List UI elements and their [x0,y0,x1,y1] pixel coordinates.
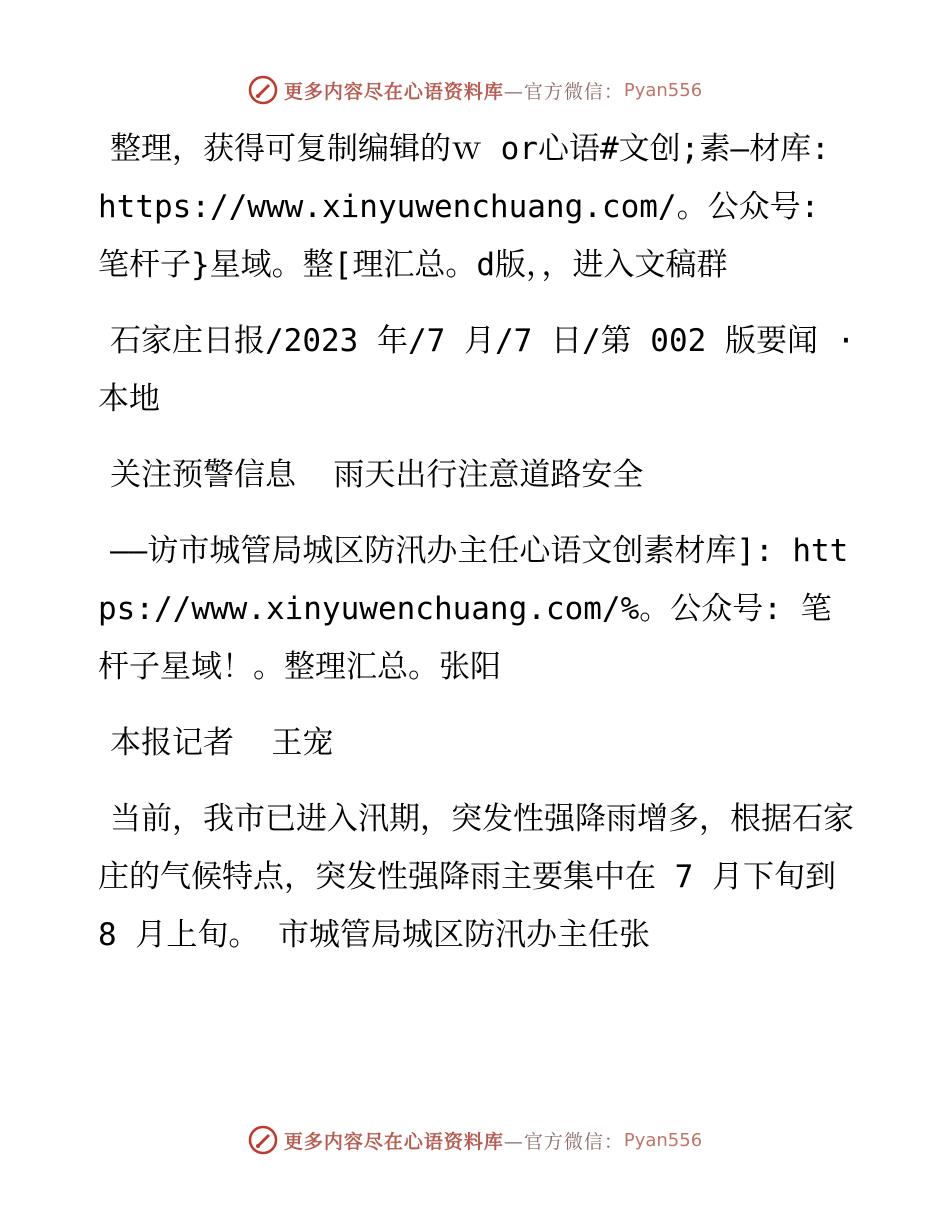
paragraph-intro: 整理，获得可复制编辑的ｗ or心语#文创;素—材库: https://www.xinyuwenchuang.com/。公众号: 笔杆子}星域。整[理汇总。d版，，进入文稿群 [98,131,849,283]
brand-logo-icon [248,1125,278,1155]
paragraph-reporter: 本报记者 王宠 [110,725,334,761]
banner-main-text: 更多内容尽在心语资料库 [283,80,504,103]
paragraph-source: 石家庄日报/2023 年/7 月/7 日/第 002 版要闻 · 本地 [98,323,874,417]
banner-main-text: 更多内容尽在心语资料库 [283,1130,504,1153]
paragraph-headline: 关注预警信息 雨天出行注意道路安全 [110,457,644,493]
footer-banner [0,1120,950,1160]
header-banner [0,70,950,110]
banner-sub-text: —官方微信： [503,1130,624,1153]
banner-sub-text: —官方微信： [503,80,624,103]
brand-logo-icon [248,75,278,105]
banner-wechat-id: Pyan556 [623,1129,703,1151]
paragraph-body: 当前，我市已进入汛期，突发性强降雨增多，根据石家庄的气候特点，突发性强降雨主要集中在 7 月下旬到 8 月上旬。 市城管局城区防汛办主任张 [98,801,855,953]
banner-wechat-id: Pyan556 [623,79,703,101]
paragraph-subheadline: ——访市城管局城区防汛办主任心语文创素材库]: https://www.xinyuwenchuang.com/%。公众号: 笔杆子星域！。整理汇总。张阳 [98,533,849,685]
document-body [98,120,874,982]
